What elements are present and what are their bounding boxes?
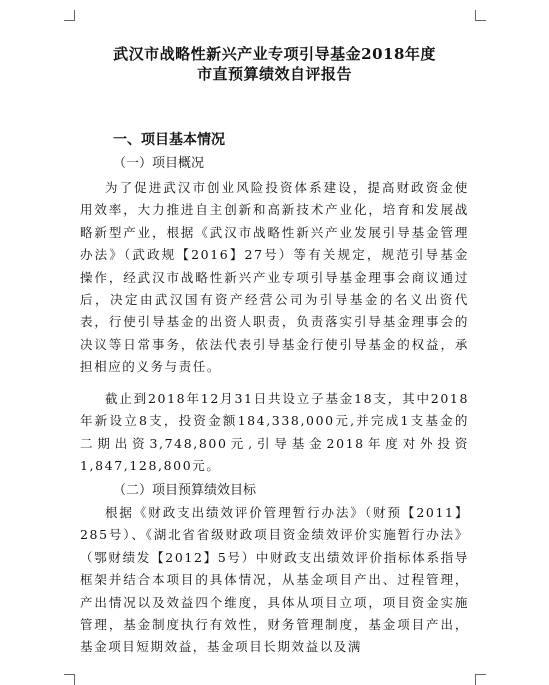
paragraph-evaluation-basis: 根据《财政支出绩效评价管理暂行办法》（财预【2011】285号）、《湖北省省级财政项目资金绩效评价实施暂行办法》（鄂财绩发【2012】5号）中财政支出绩效评价指标体系指导框架并结合本项目的具体情况，从基金项目产出、过程管理，产出情况以及效益四个维度，具体从项目立项，项目资金实施管理，基金制度执行有效性，财务管理制度，基金项目产出，基金项目短期效益，基金项目长期效益以及满 [80,505,469,655]
subsection-heading-performance-goals: （二）项目预算绩效目标 [113,483,257,498]
paragraph-fund-investment: 截止到2018年12月31日共设立子基金18支，其中2018年新设立8支，投资金额184,338,000元,并完成1支基金的二期出资3,748,800元,引导基金2018年度对外投资1,847,128,800元。 [80,391,469,474]
document-title-line2: 市直预算绩效自评报告 [196,65,352,83]
crop-mark-bottom-right [475,674,486,685]
paragraph-project-background: 为了促进武汉市创业风险投资体系建设，提高财政资金使用效率，大力推进自主创新和高新技术产业化，培育和发展战略新型产业，根据《武汉市战略性新兴产业发展引导基金管理办法》（武政规【2016】27号）等有关规定，规范引导基金操作，经武汉市战略性新兴产业专项引导基金理事会商议通过后，决定由武汉国有资产经营公司为引导基金的名义出资代表，行使引导基金的出资人职责，负责落实引导基金理事会的决议等日常事务，依法代表引导基金行使引导基金的权益，承担相应的义务与责任。 [80,180,469,375]
crop-mark-top-right [475,10,486,21]
document-title-line1: 武汉市战略性新兴产业专项引导基金2018年度 [113,45,436,63]
crop-mark-bottom-left [64,674,75,685]
section-heading-basic-info: 一、项目基本情况 [113,132,225,148]
subsection-heading-overview: （一）项目概况 [113,156,205,171]
crop-mark-top-left [64,10,75,21]
